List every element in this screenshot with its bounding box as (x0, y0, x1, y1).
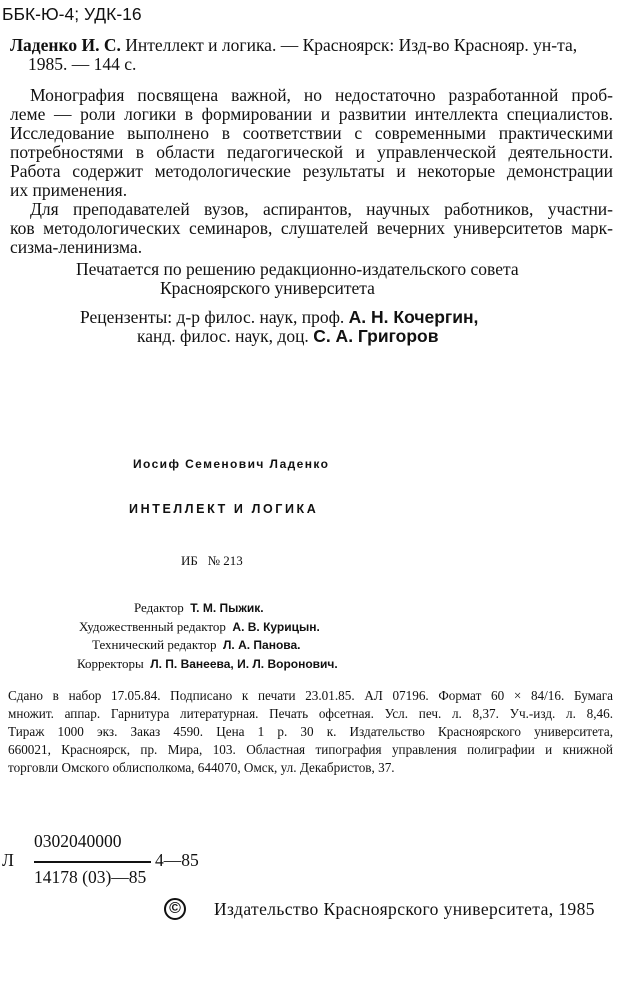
citation-line-1 (10, 36, 577, 56)
citation-author: Ладенко И. С. (10, 35, 121, 55)
reviewers-label: Рецензенты: (80, 307, 173, 327)
citation-line-2: 1985. — 144 с. (28, 54, 137, 74)
credit-name: Т. М. Пыжик. (190, 601, 264, 615)
annotation-p1-line-1: Монография посвящена важной, но недостаточно разработанной проб- (30, 85, 613, 105)
council-line-2: Красноярского университета (160, 278, 375, 298)
imprint-line-2: множит. аппар. Гарнитура литературная. Печать офсетная. Усл. печ. л. 8,37. Уч.-изд. л. 8,46. (8, 706, 613, 721)
annotation-p1-line-2: леме — роли логики в формировании и развитии интеллекта специалистов. (10, 104, 613, 124)
reviewer-1-degree: д-р филос. наук, проф. (176, 307, 345, 327)
reviewer-1-name: А. Н. Кочергин, (348, 307, 479, 327)
council-line-1: Печатается по решению редакционно-издательского совета (76, 259, 519, 279)
annotation-p2-line-1: Для преподавателей вузов, аспирантов, научных работников, участни- (30, 199, 613, 219)
credit-role: Редактор (134, 600, 184, 615)
reviewers-line-2 (137, 327, 439, 347)
reviewer-2-name: С. А. Григоров (313, 326, 439, 346)
book-title: ИНТЕЛЛЕКТ И ЛОГИКА (129, 502, 319, 516)
credit-role: Технический редактор (92, 637, 217, 652)
credit-tech-editor (92, 637, 301, 653)
citation-title-publisher: Интеллект и логика. — Красноярск: Изд-во Краснояр. ун-та, (125, 35, 578, 55)
imprint-line-5: торговли Омского облисполкома, 644070, Омск, ул. Декабристов, 37. (8, 760, 395, 775)
ib-label: ИБ (181, 553, 198, 568)
imprint-line-1: Сдано в набор 17.05.84. Подписано к печати 23.01.85. АЛ 07196. Формат 60 × 84/16. Бумага (8, 688, 613, 703)
ib-value: № 213 (207, 553, 243, 568)
annotation-p2-line-2: ков методологических семинаров, слушателей вечерних университетов марк- (10, 218, 613, 238)
copyright-icon: © (164, 898, 186, 920)
code-bottom-number: 14178 (03)—85 (34, 867, 147, 887)
reviewers-line-1 (80, 308, 478, 328)
annotation-p1-line-3: Исследование выполнено в соответствии с современными практическими (10, 123, 613, 143)
credit-role: Корректоры (77, 656, 144, 671)
credit-role: Художественный редактор (79, 619, 226, 634)
imprint-line-4: 660021, Красноярск, пр. Мира, 103. Областная типография управления полиграфии и книжной (8, 742, 613, 757)
copyright-text: Издательство Красноярского университета, 1985 (214, 899, 595, 919)
ib-number (181, 553, 243, 569)
credit-editor (134, 600, 264, 616)
annotation-p2-line-3: сизма-ленинизма. (10, 237, 143, 257)
credit-name: Л. П. Ванеева, И. Л. Воронович. (150, 657, 338, 671)
bbk-udk-index: ББК-Ю-4; УДК-16 (2, 4, 142, 24)
book-author-full: Иосиф Семенович Ладенко (133, 457, 330, 471)
code-top-number: 0302040000 (34, 831, 122, 851)
annotation-p1-line-4: потребностями в области педагогической и управленческой деятельности. (10, 142, 613, 162)
credit-name: А. В. Курицын. (232, 620, 320, 634)
annotation-p1-line-5: Работа содержит методологические результаты и некоторые демонстрации (10, 161, 613, 181)
code-fraction-rule (34, 861, 151, 863)
annotation-p1-line-6: их применения. (10, 180, 128, 200)
imprint-line-3: Тираж 1000 экз. Заказ 4590. Цена 1 р. 30 к. Издательство Красноярского университета, (8, 724, 613, 739)
code-letter: Л (2, 850, 14, 870)
credit-art-editor (79, 619, 320, 635)
reviewer-2-degree: канд. филос. наук, доц. (137, 326, 309, 346)
credit-proofreaders (77, 656, 338, 672)
code-right-value: 4—85 (155, 850, 199, 870)
credit-name: Л. А. Панова. (222, 638, 301, 652)
